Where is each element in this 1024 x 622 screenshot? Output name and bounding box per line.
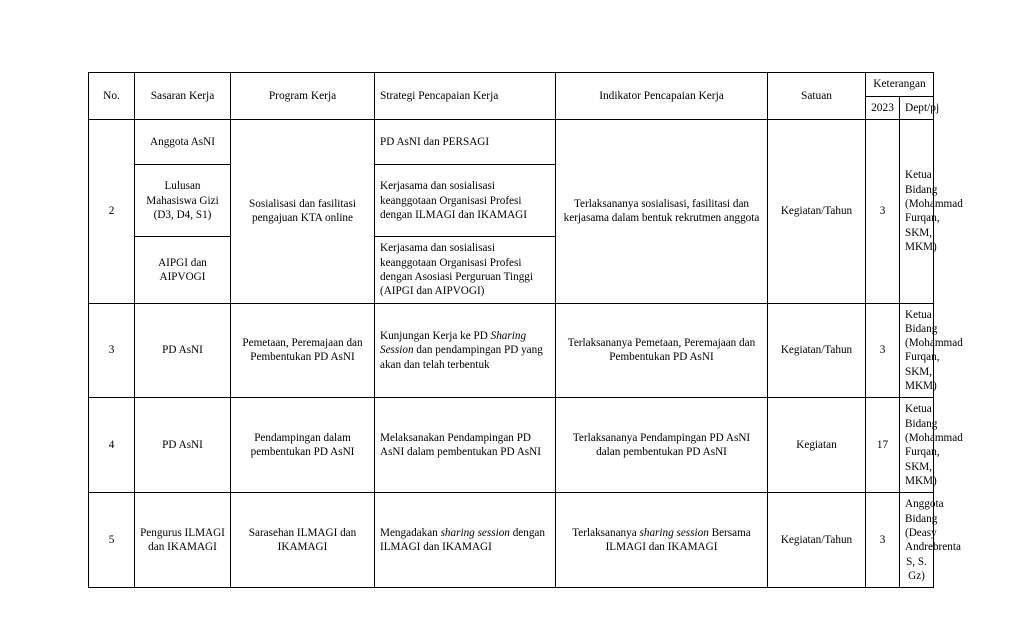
cell-program-kerja: Pemetaan, Peremajaan dan Pembentukan PD AsNI bbox=[231, 303, 375, 398]
table-row bbox=[89, 120, 934, 165]
cell-strategi-pencapaian-kerja bbox=[375, 303, 556, 398]
cell-no: 4 bbox=[89, 398, 135, 493]
cell-sasaran-kerja: PD AsNI bbox=[135, 303, 231, 398]
column-header-keterangan-year: 2023 bbox=[866, 96, 900, 120]
cell-no: 5 bbox=[89, 493, 135, 588]
column-header-keterangan: Keterangan bbox=[866, 73, 934, 97]
strategi-text-prefix: Mengadakan bbox=[380, 527, 441, 540]
work-plan-table bbox=[88, 72, 963, 588]
column-header-keterangan-dept: Dept/pj bbox=[900, 96, 934, 120]
cell-strategi-pencapaian-kerja bbox=[375, 493, 556, 588]
cell-sasaran-kerja: PD AsNI bbox=[135, 398, 231, 493]
indikator-text-italic: sharing session bbox=[639, 527, 709, 540]
cell-strategi-pencapaian-kerja: Melaksanakan Pendampingan PD AsNI dalam pembentukan PD AsNI bbox=[375, 398, 556, 493]
cell-strategi-pencapaian-kerja: Kerjasama dan sosialisasi keanggotaan Organisasi Profesi dengan Asosiasi Perguruan Tinggi (AIPGI dan AIPVOGI) bbox=[375, 237, 556, 303]
cell-keterangan-year: 17 bbox=[866, 398, 900, 493]
cell-sasaran-kerja: Lulusan Mahasiswa Gizi (D3, D4, S1) bbox=[135, 165, 231, 237]
cell-strategi-pencapaian-kerja: Kerjasama dan sosialisasi keanggotaan Organisasi Profesi dengan ILMAGI dan IKAMAGI bbox=[375, 165, 556, 237]
strategi-text-italic: Sharing Session bbox=[380, 329, 527, 357]
cell-indikator-pencapaian-kerja bbox=[556, 493, 768, 588]
cell-program-kerja: Sarasehan ILMAGI dan IKAMAGI bbox=[231, 493, 375, 588]
cell-sasaran-kerja: Pengurus ILMAGI dan IKAMAGI bbox=[135, 493, 231, 588]
cell-indikator-pencapaian-kerja: Terlaksananya Pendampingan PD AsNI dalan pembentukan PD AsNI bbox=[556, 398, 768, 493]
cell-keterangan-dept: Ketua Bidang (Mohammad Furqan, SKM, MKM) bbox=[900, 120, 934, 303]
column-header-indikator-pencapaian-kerja: Indikator Pencapaian Kerja bbox=[556, 73, 768, 120]
cell-keterangan-year: 3 bbox=[866, 120, 900, 303]
cell-keterangan-dept: Anggota Bidang (Deasy Andrebrenta S, S. Gz) bbox=[900, 493, 934, 588]
cell-program-kerja: Sosialisasi dan fasilitasi pengajuan KTA online bbox=[231, 120, 375, 303]
cell-satuan: Kegiatan/Tahun bbox=[768, 120, 866, 303]
cell-keterangan-year: 3 bbox=[866, 303, 900, 398]
cell-satuan: Kegiatan/Tahun bbox=[768, 303, 866, 398]
cell-no: 2 bbox=[89, 120, 135, 303]
cell-strategi-pencapaian-kerja: PD AsNI dan PERSAGI bbox=[375, 120, 556, 165]
table-row bbox=[89, 493, 934, 588]
table-row bbox=[89, 303, 934, 398]
cell-satuan: Kegiatan bbox=[768, 398, 866, 493]
cell-keterangan-dept: Ketua Bidang (Mohammad Furqan, SKM, MKM) bbox=[900, 398, 934, 493]
strategi-text-italic: sharing session bbox=[440, 527, 510, 540]
cell-no: 3 bbox=[89, 303, 135, 398]
column-header-satuan: Satuan bbox=[768, 73, 866, 120]
header-row-primary bbox=[89, 73, 934, 97]
cell-sasaran-kerja: Anggota AsNI bbox=[135, 120, 231, 165]
column-header-program-kerja: Program Kerja bbox=[231, 73, 375, 120]
indikator-text-suffix: Bersama ILMAGI dan IKAMAGI bbox=[605, 527, 751, 554]
column-header-no: No. bbox=[89, 73, 135, 120]
cell-sasaran-kerja: AIPGI dan AIPVOGI bbox=[135, 237, 231, 303]
cell-keterangan-year: 3 bbox=[866, 493, 900, 588]
cell-indikator-pencapaian-kerja: Terlaksananya Pemetaan, Peremajaan dan Pembentukan PD AsNI bbox=[556, 303, 768, 398]
strategi-text-suffix: dan pendampingan PD yang akan dan telah terbentuk bbox=[380, 344, 543, 371]
indikator-text-prefix: Terlaksananya bbox=[572, 527, 640, 540]
column-header-sasaran-kerja: Sasaran Kerja bbox=[135, 73, 231, 120]
strategi-text-suffix: dengan ILMAGI dan IKAMAGI bbox=[380, 527, 545, 554]
cell-satuan: Kegiatan/Tahun bbox=[768, 493, 866, 588]
strategi-text-prefix: Kunjungan Kerja ke PD bbox=[380, 329, 491, 342]
table-body bbox=[89, 120, 963, 588]
cell-program-kerja: Pendampingan dalam pembentukan PD AsNI bbox=[231, 398, 375, 493]
table-row bbox=[89, 398, 934, 493]
cell-keterangan-dept: Ketua Bidang (Mohammad Furqan, SKM, MKM) bbox=[900, 303, 934, 398]
column-header-strategi-pencapaian-kerja: Strategi Pencapaian Kerja bbox=[375, 73, 556, 120]
cell-indikator-pencapaian-kerja: Terlaksananya sosialisasi, fasilitasi dan kerjasama dalam bentuk rekrutmen anggota bbox=[556, 120, 768, 303]
table-header bbox=[89, 73, 940, 120]
